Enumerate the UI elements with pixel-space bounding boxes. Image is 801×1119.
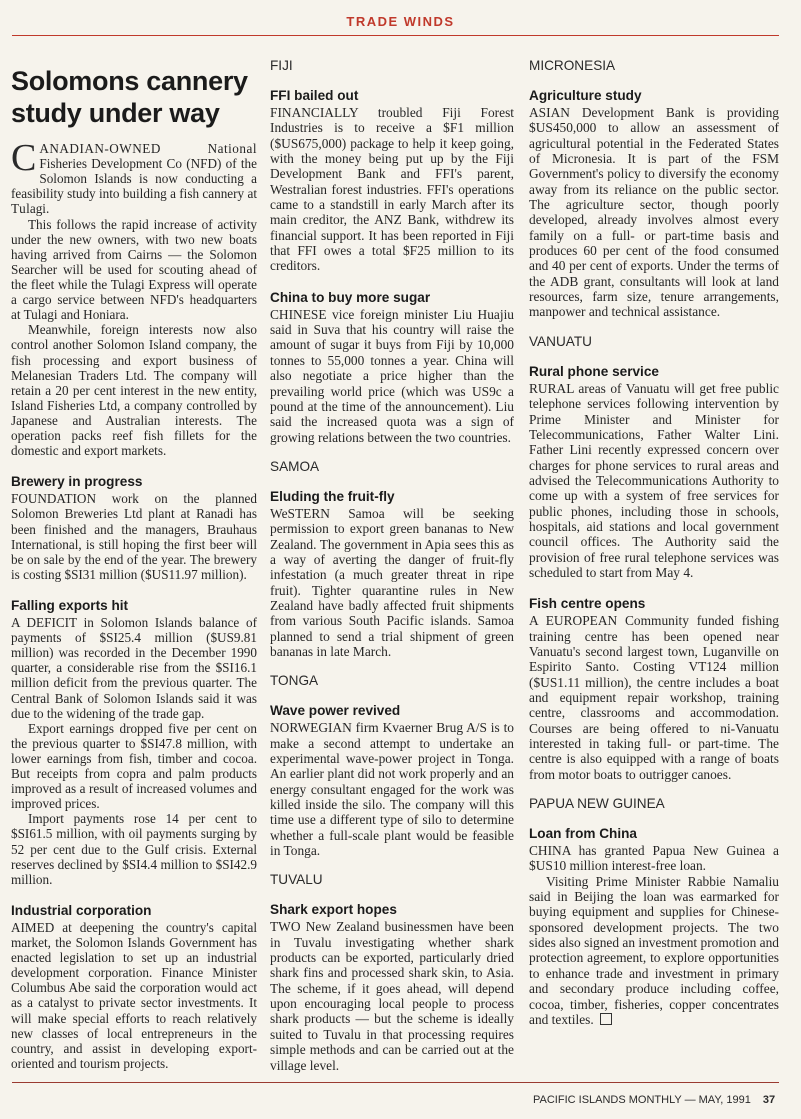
lead-headline: Solomons cannery study under way: [11, 66, 248, 128]
article-paragraph-tuvalu: TWO New Zealand businessmen have been in Tuvalu investigating whether shark products can be exported, particularly dried shark fins and processed shark skin, to Asia. The scheme, if it goes ahead, will depend upon encouraging local people to process shark products — but the scheme is ideally suited to Tuvalu in that processing requires simple methods and can be carried out at the village level.: [270, 919, 514, 1073]
article-title-samoa: Eluding the fruit-fly: [270, 488, 395, 504]
article-paragraph: FINANCIALLY troubled Fiji Forest Industries is to receive a $F1 million ($US675,000) package to help it keep going, with the money being put up by the Fiji Development Bank and FFI's parent, Westralian forest industries. FFI's operations came to a standstill in early March after its main creditor, the ANZ Bank, withdrew its financial support. It has been reported in Fiji that FFI owes a total $F25 million to its creditors.: [270, 105, 514, 274]
article-paragraph: A DEFICIT in Solomon Islands balance of payments of $SI25.4 million ($US9.81 million) was recorded in the December 1990 quarter, a considerable rise from the $SI16.1 million deficit from the previous quarter. The Central Bank of Solomon Islands said it was due to the widening of the trade gap.: [11, 614, 257, 721]
article-paragraph: Visiting Prime Minister Rabbie Namaliu said in Beijing the loan was earmarked for buying equipment and supplies for Chinese-sponsored development projects. The two sides also signed an investment promotion and protection agreement, to explore opportunities to enhance trade and investment in primary and secondary produce including coffee, cocoa, timber, fisheries, copper concentrates and textiles.: [529, 873, 779, 1027]
article-title-png: Loan from China: [529, 826, 637, 842]
article-paragraph: FOUNDATION work on the planned Solomon Breweries Ltd plant at Ranadi has been finished and the managers, Brauhaus International, is still hoping the first beer will be on sale by the end of the year. The brewery is costing $SI31 million ($US11.97 million).: [11, 491, 257, 582]
article-paragraph: ASIAN Development Bank is providing $US450,000 to allow an assessment of agricultural potential in the Federated States of Micronesia. It is part of the FSM Government's policy to diversify the economy away from its reliance on the public sector. The agriculture sector, though poorly developed, already involves almost every family on a full- or part-time basis and produces 60 per cent of the food consumed and 40 per cent of exports. Under the terms of the ADB grant, consultants will look at land resources, farm size, tenure arrangements, manpower and technical assistance.: [529, 105, 779, 320]
article-title-tonga: Wave power revived: [270, 703, 401, 719]
article-title-exports: Falling exports hit: [11, 597, 129, 613]
lead-paragraph: CANADIAN-OWNED National Fisheries Development Co (NFD) of the Solomon Islands is now conducting a feasibility study into building a fish cannery at Tulagi.: [11, 137, 257, 217]
lead-paragraph: This follows the rapid increase of activity under the new owners, with two new boats having arrived from Cairns — the Solomon Searcher will be used for scouting ahead of the fleet while the Tulagi Express will operate a cargo service between NFD's headquarters at Tulagi and Honiara.: [11, 216, 257, 323]
article-title-ffi: FFI bailed out: [270, 88, 359, 103]
article-paragraph: NORWEGIAN firm Kvaerner Brug A/S is to make a second attempt to undertake an experimental wave-power project in Tonga. An earlier plant did not work properly and an energy consultant engaged for the work was killed inside the silo. The company will this time use a different type of silo to determine whether a full-scale plant would be feasible in Tonga.: [270, 720, 514, 859]
article-title-phone: Rural phone service: [529, 363, 659, 379]
article-title-tuvalu: Shark export hopes: [270, 902, 397, 918]
column-3: [529, 58, 779, 1027]
lead-paragraph: Meanwhile, foreign interests now also control another Solomon Island company, the fish processing and export business of Melanesian Traders Ltd. The company will retain a 20 per cent interest in the new entity, Island Fisheries Ltd, a company controlled by Japanese and Australian interests. The operation packs reef fish fillets for the domestic and export markets.: [11, 322, 257, 459]
country-heading-samoa: SAMOA: [270, 458, 320, 474]
article-paragraph: WeSTERN Samoa will be seeking permission to export green bananas to New Zealand. The government in Apia sees this as a way of averting the danger of fruit-fly infestation (a much greater threat in ripe fruit). Tighter quarantine rules in New Zealand have badly affected fruit shipments from various South Pacific islands. Samoa planned to send a trial shipment of green bananas in late March.: [270, 505, 514, 659]
section-header: TRADE WINDS: [346, 14, 455, 29]
page-number: 37: [762, 1094, 776, 1106]
article-title-sugar: China to buy more sugar: [270, 289, 431, 305]
article-title-fish-centre: Fish centre opens: [529, 596, 646, 612]
end-mark-icon: [600, 1013, 612, 1025]
column-2: [270, 58, 514, 1073]
article-paragraph: CHINESE vice foreign minister Liu Huajiu said in Suva that his country will raise the amount of sugar it buys from Fiji by 10,000 tonnes to 55,000 tonnes a year. China will also negotiate a price higher than the prevailing world price (which was US9c a pound at the time of the announcement). Liu said the increased quota was a sign of growing relations between the two countries.: [270, 306, 514, 445]
article-paragraph: A EUROPEAN Community funded fishing training centre has been opened near Vanuatu's second largest town, Luganville on Espirito Santo. Costing VT124 million ($US1.11 million), the centre includes a boat and equipment repair workshop, training centre, classrooms and accommodation. Courses are being offered to ni-Vanuatu interested in taking full- or part-time. The centre is also equipped with a range of boats from motor boats to outrigger canoes.: [529, 613, 779, 782]
article-title-micronesia: Agriculture study: [529, 88, 642, 103]
article-paragraph: RURAL areas of Vanuatu will get free public telephone services following intervention by Prime Minister and Minister for Telecommunications, Father Walter Lini. Father Lini recently expressed concern over charges for phone services to rural areas and advised the Telecommunications Authority to come up with a system of free services for public phones, including those in schools, hospitals, aid stations and local government council offices. The Authority said the provision of free rural telephone services was scheduled to start from May 4.: [529, 380, 779, 580]
article-title-brewery: Brewery in progress: [11, 474, 143, 490]
header-rule: [12, 35, 779, 36]
country-heading-vanuatu: VANUATU: [529, 333, 592, 349]
country-heading-micronesia: MICRONESIA: [529, 58, 616, 73]
country-heading-tonga: TONGA: [270, 673, 319, 689]
country-heading-tuvalu: TUVALU: [270, 872, 323, 888]
page-footer: [533, 1094, 776, 1106]
article-paragraph-industrial: AIMED at deepening the country's capital market, the Solomon Islands Government has enacted legislation to set up an industrial development corporation. Finance Minister Columbus Abe said the corporation would act as a catalyst to private sector investments. It will make special efforts to reach relatively new classes of local entrepreneurs in the country, and assist in developing export-oriented and tourism projects.: [11, 919, 257, 1071]
country-heading-fiji: FIJI: [270, 58, 293, 73]
footer-publication: PACIFIC ISLANDS MONTHLY — MAY, 1991: [533, 1094, 751, 1106]
footer-rule: [12, 1082, 779, 1083]
article-title-industrial: Industrial corporation: [11, 902, 152, 918]
article-paragraph: CHINA has granted Papua New Guinea a $US10 million interest-free loan.: [529, 843, 779, 874]
article-paragraph: Export earnings dropped five per cent on the previous quarter to $SI47.8 million, with lower earnings from fish, timber and cocoa. But receipts from copra and palm products improved as a result of increased volumes and improved prices.: [11, 720, 257, 812]
drop-cap: C: [11, 137, 37, 179]
column-1: [11, 58, 257, 1071]
country-heading-png: PAPUA NEW GUINEA: [529, 796, 665, 812]
article-paragraph: Import payments rose 14 per cent to $SI61.5 million, with oil payments surging by 52 per cent due to the Gulf crisis. External reserves declined by $SI4.4 million to $SI42.9 million.: [11, 811, 257, 887]
